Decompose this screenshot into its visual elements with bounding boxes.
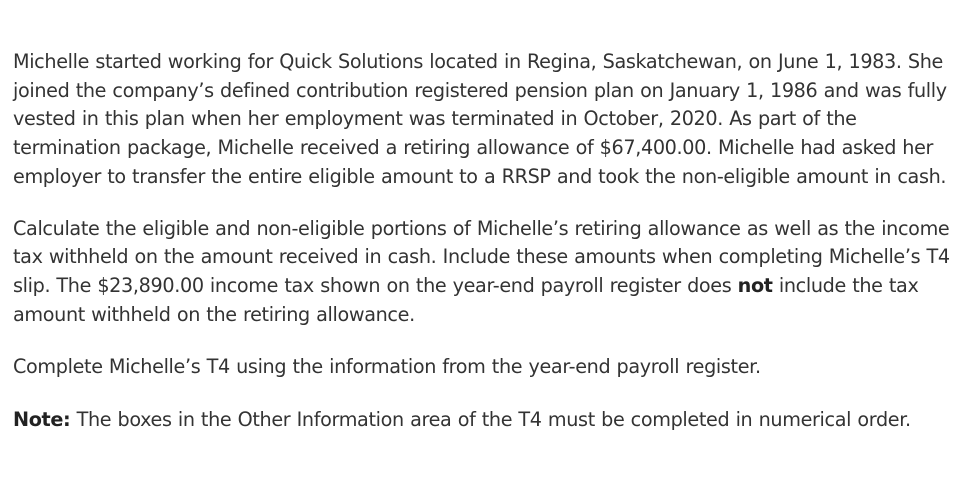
question-body bbox=[13, 48, 963, 435]
task-paragraph: Complete Michelle’s T4 using the information from the year-end payroll register. bbox=[13, 355, 761, 379]
note-paragraph bbox=[13, 406, 963, 435]
instruction-text-end: include the tax amount withheld on the retiring allowance. bbox=[13, 273, 919, 326]
scenario-paragraph: Michelle started working for Quick Solutions located in Regina, Saskatchewan, on June 1, 1983. She joined the company’s defined contribution registered pension plan on January 1, 1986 and was fully vested in this plan when her employment was terminated in October, 2020. As part of the termination package, Michelle received a retiring allowance of $67,400.00. Michelle had asked her employer to transfer the entire eligible amount to a RRSP and took the non-eligible amount in cash. bbox=[13, 50, 947, 188]
note-label: Note: bbox=[13, 408, 71, 432]
emphasis-not: not bbox=[737, 273, 773, 297]
note-text: The boxes in the Other Information area of the T4 must be completed in numerical order. bbox=[70, 408, 911, 432]
instruction-text-start: Calculate the eligible and non-eligible portions of Michelle’s retiring allowance as well as the income tax withheld on the amount received in cash. Include these amounts when completing Michelle’s T4 slip. The $23,890.00 income tax shown on the year-end payroll register does bbox=[13, 216, 950, 297]
instruction-paragraph bbox=[13, 215, 963, 330]
